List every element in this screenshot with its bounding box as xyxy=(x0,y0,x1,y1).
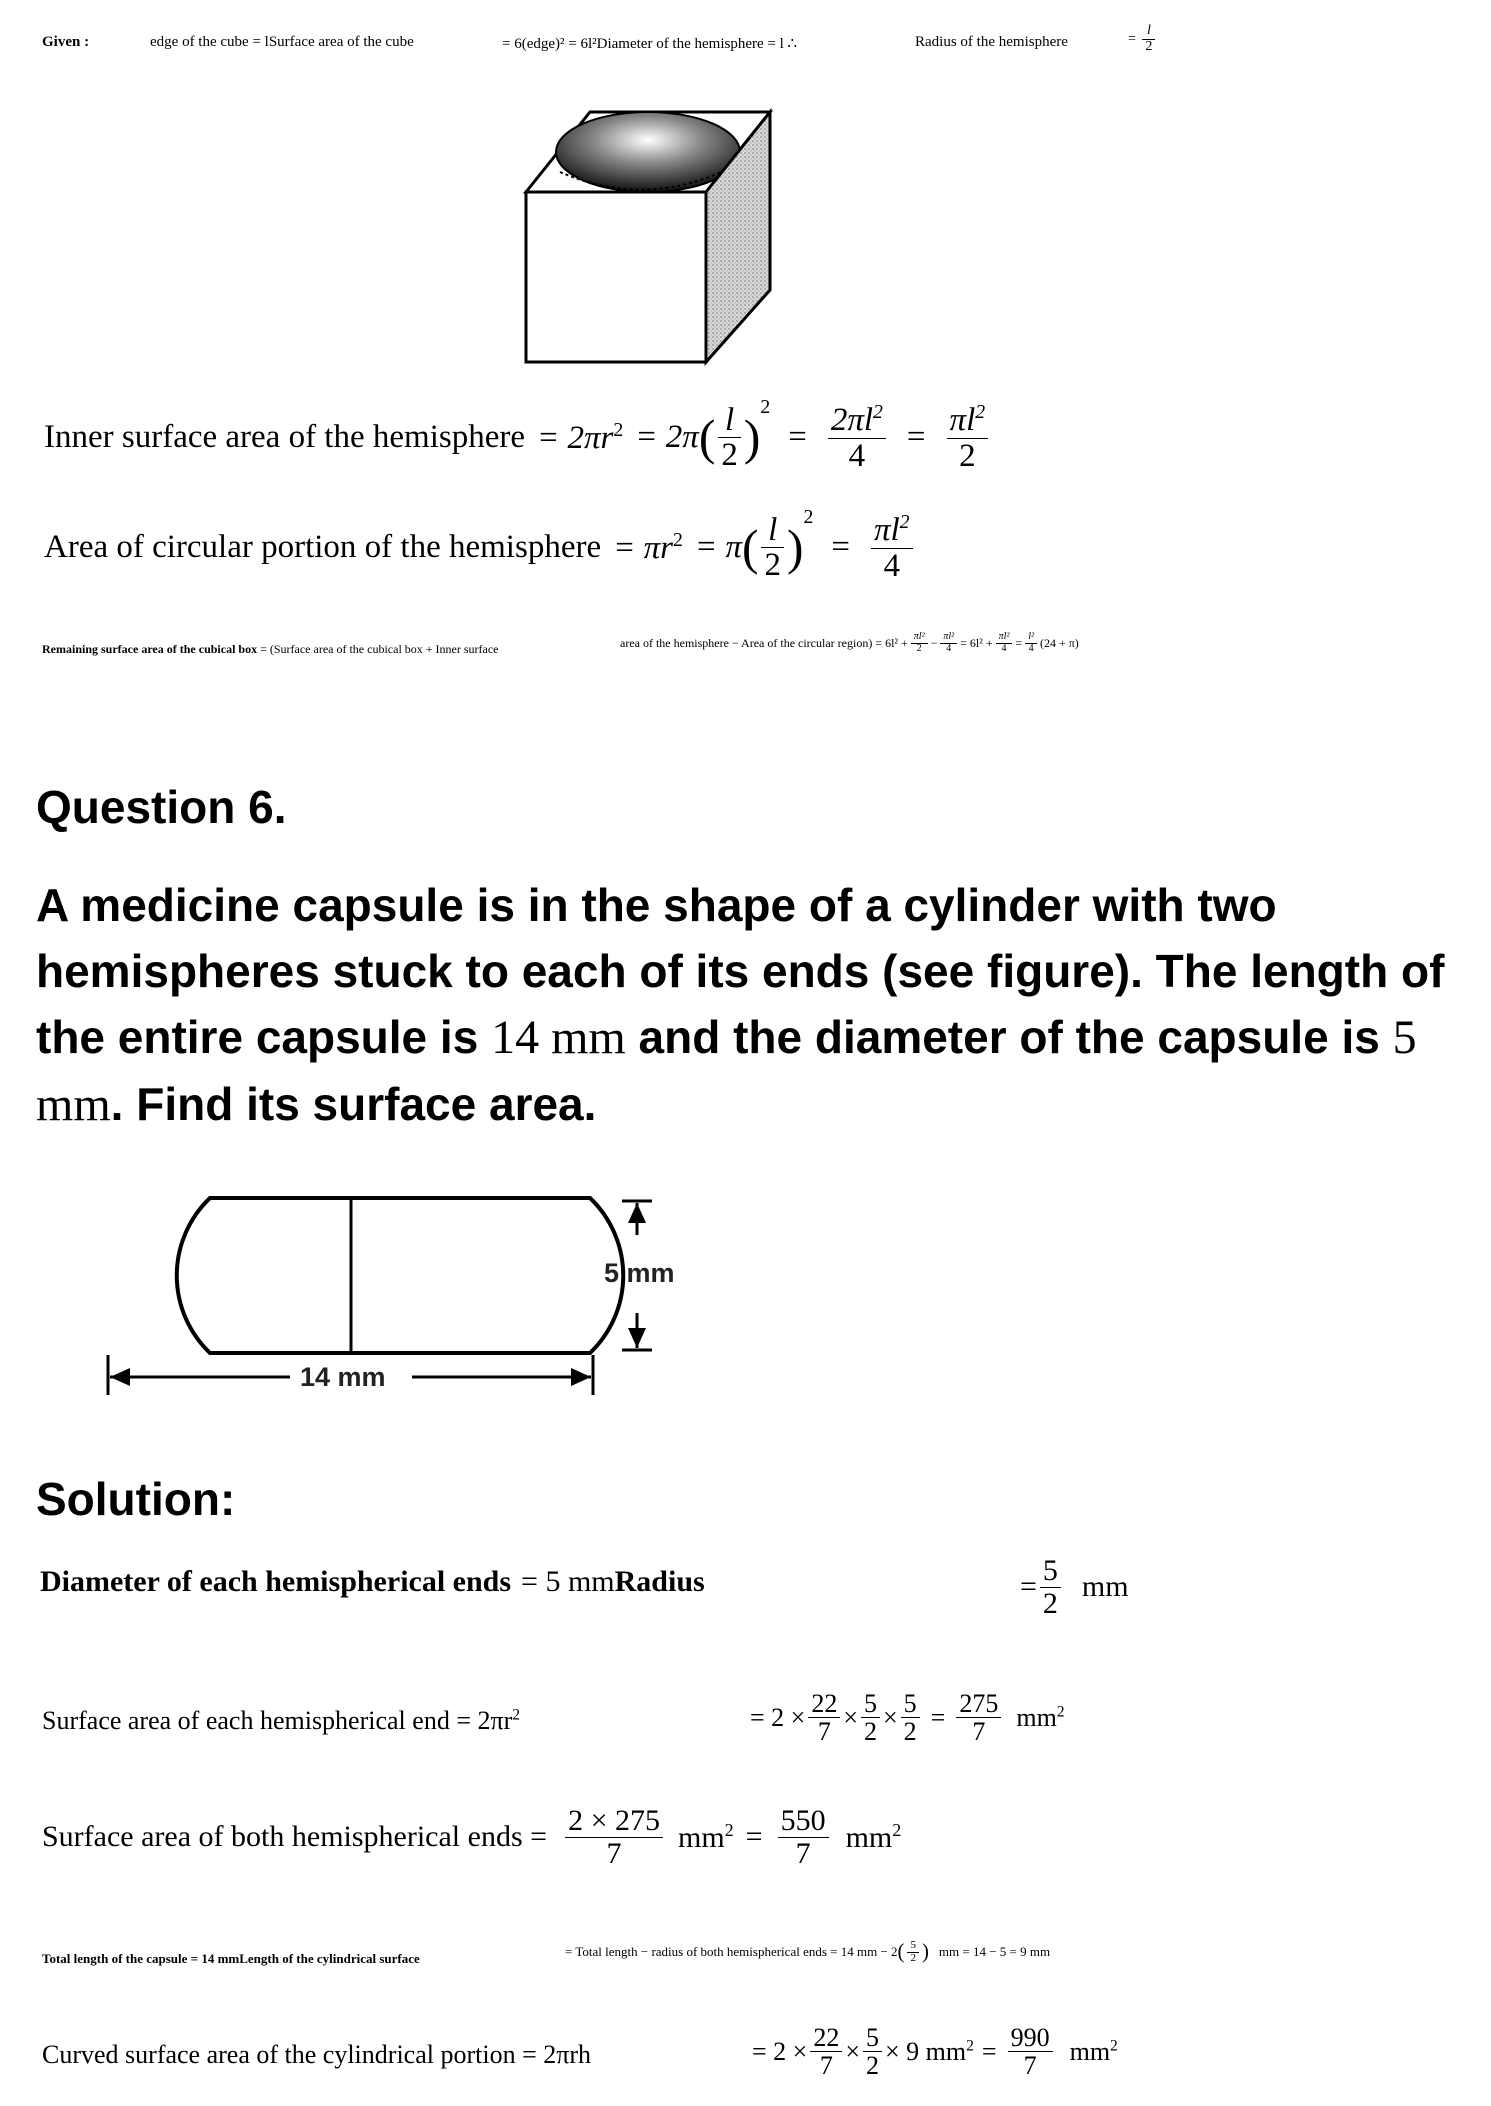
solution-line-3 xyxy=(42,1805,901,1869)
given-frac xyxy=(1142,24,1155,54)
solution-line5-frac1 xyxy=(810,2024,842,2080)
remaining-line-a xyxy=(42,642,499,657)
remaining-frac3 xyxy=(996,632,1013,654)
eq-circular-frac2-den: 4 xyxy=(883,547,900,584)
solution-line2-frac4-num: 275 xyxy=(956,1690,1001,1718)
solution-line1-label: Diameter of each hemispherical ends xyxy=(40,1565,512,1598)
solution-line-1-frac xyxy=(1020,1555,1129,1619)
solution-line2-unit: mm xyxy=(1016,1702,1057,1732)
solution-line-2-calc xyxy=(750,1690,1065,1746)
eq-inner-frac3 xyxy=(947,402,989,473)
cube-front-face xyxy=(526,192,706,362)
capsule-figure xyxy=(100,1195,700,1405)
eq-circular-frac2-num-text: πl xyxy=(873,512,900,548)
eq-inner-frac2-num-text: 2πl xyxy=(830,402,874,438)
remaining-minus: − xyxy=(930,635,938,650)
solution-line3-unit2-exp: 2 xyxy=(892,1819,902,1840)
solution-line5-unit-wrap xyxy=(1070,2037,1118,2067)
solution-line5-frac1-num: 22 xyxy=(810,2024,842,2052)
question-body xyxy=(36,872,1476,1138)
remaining-frac4-den: 4 xyxy=(1028,642,1034,654)
solution-line4-b: = Total length − radius of both hemispherical ends = 14 mm − 2 xyxy=(565,1944,898,1960)
remaining-frac3-den: 4 xyxy=(1001,642,1007,654)
eq-circular-eq: = xyxy=(831,529,850,566)
solution-line5-label: Curved surface area of the cylindrical portion = 2πrh xyxy=(42,2040,592,2069)
eq-circular-portion xyxy=(44,506,916,584)
solution-line3-eq: = xyxy=(745,1820,763,1853)
remaining-frac4 xyxy=(1025,632,1037,654)
solution-line1-frac xyxy=(1040,1555,1061,1619)
solution-line2-x2: × xyxy=(883,1702,898,1732)
eq-inner-eq2: = xyxy=(906,419,926,456)
solution-line4-frac-num: 5 xyxy=(907,1940,919,1953)
eq-inner-frac2 xyxy=(828,402,886,473)
solution-line4-c: mm = 14 − 5 = 9 mm xyxy=(938,1944,1051,1960)
solution-line5-b-wrap xyxy=(885,2037,974,2067)
eq-inner-frac2-num-exp: 2 xyxy=(873,401,883,423)
eq-inner-frac1-exp: 2 xyxy=(760,396,771,418)
eq-inner-label: Inner surface area of the hemisphere xyxy=(44,419,525,456)
solution-line2-frac1-den: 7 xyxy=(817,1717,831,1747)
solution-line3-frac2-den: 7 xyxy=(795,1836,811,1870)
question-title: Question 6. xyxy=(36,781,287,833)
eq-inner-frac3-num-exp: 2 xyxy=(975,401,986,423)
eq-inner-p1-text: = 2πr xyxy=(536,419,614,456)
given-text-2 xyxy=(502,34,797,53)
solution-line3-unit2: mm xyxy=(845,1820,893,1854)
eq-circular-label: Area of circular portion of the hemisphere xyxy=(44,529,602,566)
eq-inner-frac1-den: 2 xyxy=(721,437,738,474)
capsule-outline xyxy=(177,1198,623,1353)
solution-line2-unit-exp: 2 xyxy=(1056,1703,1065,1721)
solution-line2-eq: = xyxy=(930,1702,946,1732)
eq-inner-frac2-den: 4 xyxy=(848,437,866,474)
solution-line3-unit1-wrap xyxy=(678,1820,734,1855)
eq-inner-rparen: ) xyxy=(743,410,761,466)
given-frac-num: l xyxy=(1142,24,1155,40)
eq-inner-lparen: ( xyxy=(698,410,716,466)
solution-line2-a: = 2 × xyxy=(750,1702,806,1732)
remaining-line-b xyxy=(620,632,1079,654)
solution-line4-frac-den: 2 xyxy=(910,1951,916,1964)
solution-line5-frac2-den: 2 xyxy=(866,2051,879,2081)
solution-line1-frac-num: 5 xyxy=(1040,1555,1061,1588)
eq-inner-frac3-num xyxy=(947,402,989,439)
solution-line2-frac4 xyxy=(956,1690,1001,1746)
solution-line1-val: = 5 mm xyxy=(521,1565,615,1598)
given-text-2-content: = 6(edge)² = 6l²Diameter of the hemisphere = l ∴ xyxy=(502,36,798,52)
solution-line3-frac2 xyxy=(778,1805,829,1869)
solution-line3-frac1-num: 2 × 275 xyxy=(565,1805,663,1838)
given-text-1 xyxy=(150,34,414,51)
eq-inner-frac3-den: 2 xyxy=(959,437,976,474)
eq-circular-frac2-num-exp: 2 xyxy=(899,511,910,533)
solution-line1-unit: mm xyxy=(1081,1570,1129,1603)
given-radius-fraction xyxy=(1128,24,1158,54)
solution-line-4b xyxy=(565,1940,1050,1964)
solution-line-4a xyxy=(42,1951,420,1967)
question-diameter: 5 mm xyxy=(36,1011,1417,1131)
solution-line2-frac2-den: 2 xyxy=(864,1717,877,1747)
solution-line5-unit-exp: 2 xyxy=(1110,2037,1118,2055)
solution-line5-frac3-den: 7 xyxy=(1023,2051,1037,2081)
remaining-frac1-num: πl² xyxy=(911,632,928,644)
solution-line3-frac1-den: 7 xyxy=(606,1836,622,1870)
solution-line3-unit2-wrap xyxy=(846,1820,902,1855)
solution-line2-unit-wrap xyxy=(1016,1703,1064,1733)
solution-line4-a: Total length of the capsule = 14 mmLength of the cylindrical surface xyxy=(42,1951,420,1966)
remaining-frac1-den: 2 xyxy=(916,642,922,654)
solution-line5-x: × xyxy=(845,2036,860,2066)
eq-inner-frac1 xyxy=(718,403,741,473)
remaining-tail: (24 + π) xyxy=(1039,635,1079,650)
question-body-c: . Find its surface area. xyxy=(110,1078,597,1130)
solution-line1-frac-den: 2 xyxy=(1042,1586,1058,1620)
eq-circular-lparen: ( xyxy=(741,520,759,576)
eq-inner-frac2-num xyxy=(828,402,886,439)
given-label: Given : xyxy=(42,34,90,50)
solution-line4-frac xyxy=(907,1940,919,1964)
solution-line-5-calc xyxy=(752,2024,1118,2080)
eq-inner-p1 xyxy=(537,419,623,457)
solution-line5-frac1-den: 7 xyxy=(819,2051,833,2081)
solution-line2-label: Surface area of each hemispherical end = 2πr xyxy=(42,1706,513,1735)
cube-figure xyxy=(520,100,780,370)
solution-line5-b-exp: 2 xyxy=(966,2037,974,2055)
given-text-1-content: edge of the cube = lSurface area of the cube xyxy=(150,34,414,50)
eq-circular-rparen: ) xyxy=(786,520,804,576)
solution-line2-frac3 xyxy=(901,1690,920,1746)
solution-line2-frac3-den: 2 xyxy=(903,1717,917,1747)
solution-line5-unit: mm xyxy=(1069,2036,1111,2066)
solution-line2-x1: × xyxy=(843,1702,858,1732)
eq-circular-frac1-exp: 2 xyxy=(803,506,814,528)
remaining-frac2-num: πl² xyxy=(940,632,957,644)
solution-line5-frac3-num: 990 xyxy=(1008,2024,1053,2052)
solution-line5-frac3 xyxy=(1008,2024,1053,2080)
solution-line3-frac1 xyxy=(565,1805,663,1869)
remaining-part3: area of the hemisphere − Area of the circular region) = 6l² + xyxy=(620,635,908,650)
solution-line2-frac4-den: 7 xyxy=(972,1717,986,1747)
solution-line3-label: Surface area of both hemispherical ends = xyxy=(42,1820,548,1853)
remaining-frac3-num: πl² xyxy=(996,632,1013,644)
remaining-mid: = 6l² + xyxy=(960,635,993,650)
remaining-frac2-den: 4 xyxy=(946,642,952,654)
solution-line5-eq: = xyxy=(981,2036,997,2066)
given-eq: = xyxy=(1128,31,1136,47)
solution-line3-unit1: mm xyxy=(677,1820,725,1854)
remaining-eq: = xyxy=(1015,635,1023,650)
capsule-dim-length: 14 mm xyxy=(300,1362,386,1392)
solution-title: Solution: xyxy=(36,1473,236,1525)
question-body-b: and the diameter of the capsule is xyxy=(638,1011,1380,1063)
question-length: 14 mm xyxy=(491,1011,626,1064)
solution-line5-frac2-num: 5 xyxy=(863,2024,882,2052)
eq-inner-frac1-num: l xyxy=(718,403,741,439)
solution-line2-frac1-num: 22 xyxy=(808,1690,840,1718)
remaining-part1: Remaining surface area of the cubical box xyxy=(42,642,258,656)
remaining-part2: = (Surface area of the cubical box + Inner surface xyxy=(260,642,499,656)
remaining-frac4-num: l² xyxy=(1025,632,1037,644)
eq-circular-p1-exp: 2 xyxy=(673,528,683,551)
eq-inner-eq1: = xyxy=(788,419,807,456)
eq-inner-frac3-num-text: πl xyxy=(949,402,976,438)
eq-inner-surface xyxy=(44,396,991,474)
eq-circular-p2: = π xyxy=(694,529,742,566)
given-frac-den: 2 xyxy=(1145,38,1153,54)
eq-inner-p2: = 2π xyxy=(635,419,699,456)
solution-line3-frac2-num: 550 xyxy=(778,1805,829,1838)
capsule-dim-height: 5 mm xyxy=(604,1258,675,1288)
solution-line2-frac2 xyxy=(861,1690,880,1746)
solution-line5-frac2 xyxy=(863,2024,882,2080)
solution-line-2 xyxy=(42,1706,520,1736)
solution-line1-radius: Radius xyxy=(614,1565,705,1598)
remaining-frac2 xyxy=(940,632,957,654)
solution-line2-frac1 xyxy=(808,1690,840,1746)
solution-line4-rparen: ) xyxy=(921,1940,929,1964)
solution-line-5 xyxy=(42,2040,591,2070)
solution-line-1 xyxy=(40,1565,705,1599)
given-line xyxy=(42,34,89,51)
solution-line4-lparen: ( xyxy=(897,1940,905,1964)
solution-line3-unit1-exp: 2 xyxy=(724,1819,734,1840)
eq-circular-frac1-num: l xyxy=(761,513,784,549)
eq-circular-frac2-num xyxy=(871,512,913,549)
solution-line2-frac3-num: 5 xyxy=(901,1690,920,1718)
remaining-frac1 xyxy=(911,632,928,654)
solution-line5-a: = 2 × xyxy=(752,2036,808,2066)
question-body-a: A medicine capsule is in the shape of a cylinder with two hemispheres stuck to each of its ends (see figure). The length of the entire capsule is xyxy=(36,879,1445,1063)
eq-circular-p1-text: = πr xyxy=(613,529,674,566)
eq-circular-frac1-den: 2 xyxy=(764,547,781,584)
eq-inner-p1-exp: 2 xyxy=(613,418,624,441)
eq-circular-frac2 xyxy=(871,512,913,583)
given-text-3 xyxy=(915,34,1068,51)
given-text-3-content: Radius of the hemisphere xyxy=(915,34,1068,50)
solution-line1-eq: = xyxy=(1020,1570,1037,1603)
solution-line5-b: × 9 mm xyxy=(885,2036,967,2066)
eq-circular-p1 xyxy=(613,529,683,567)
solution-line2-exp: 2 xyxy=(512,1706,521,1724)
eq-circular-frac1 xyxy=(761,513,784,583)
solution-line2-frac2-num: 5 xyxy=(861,1690,880,1718)
